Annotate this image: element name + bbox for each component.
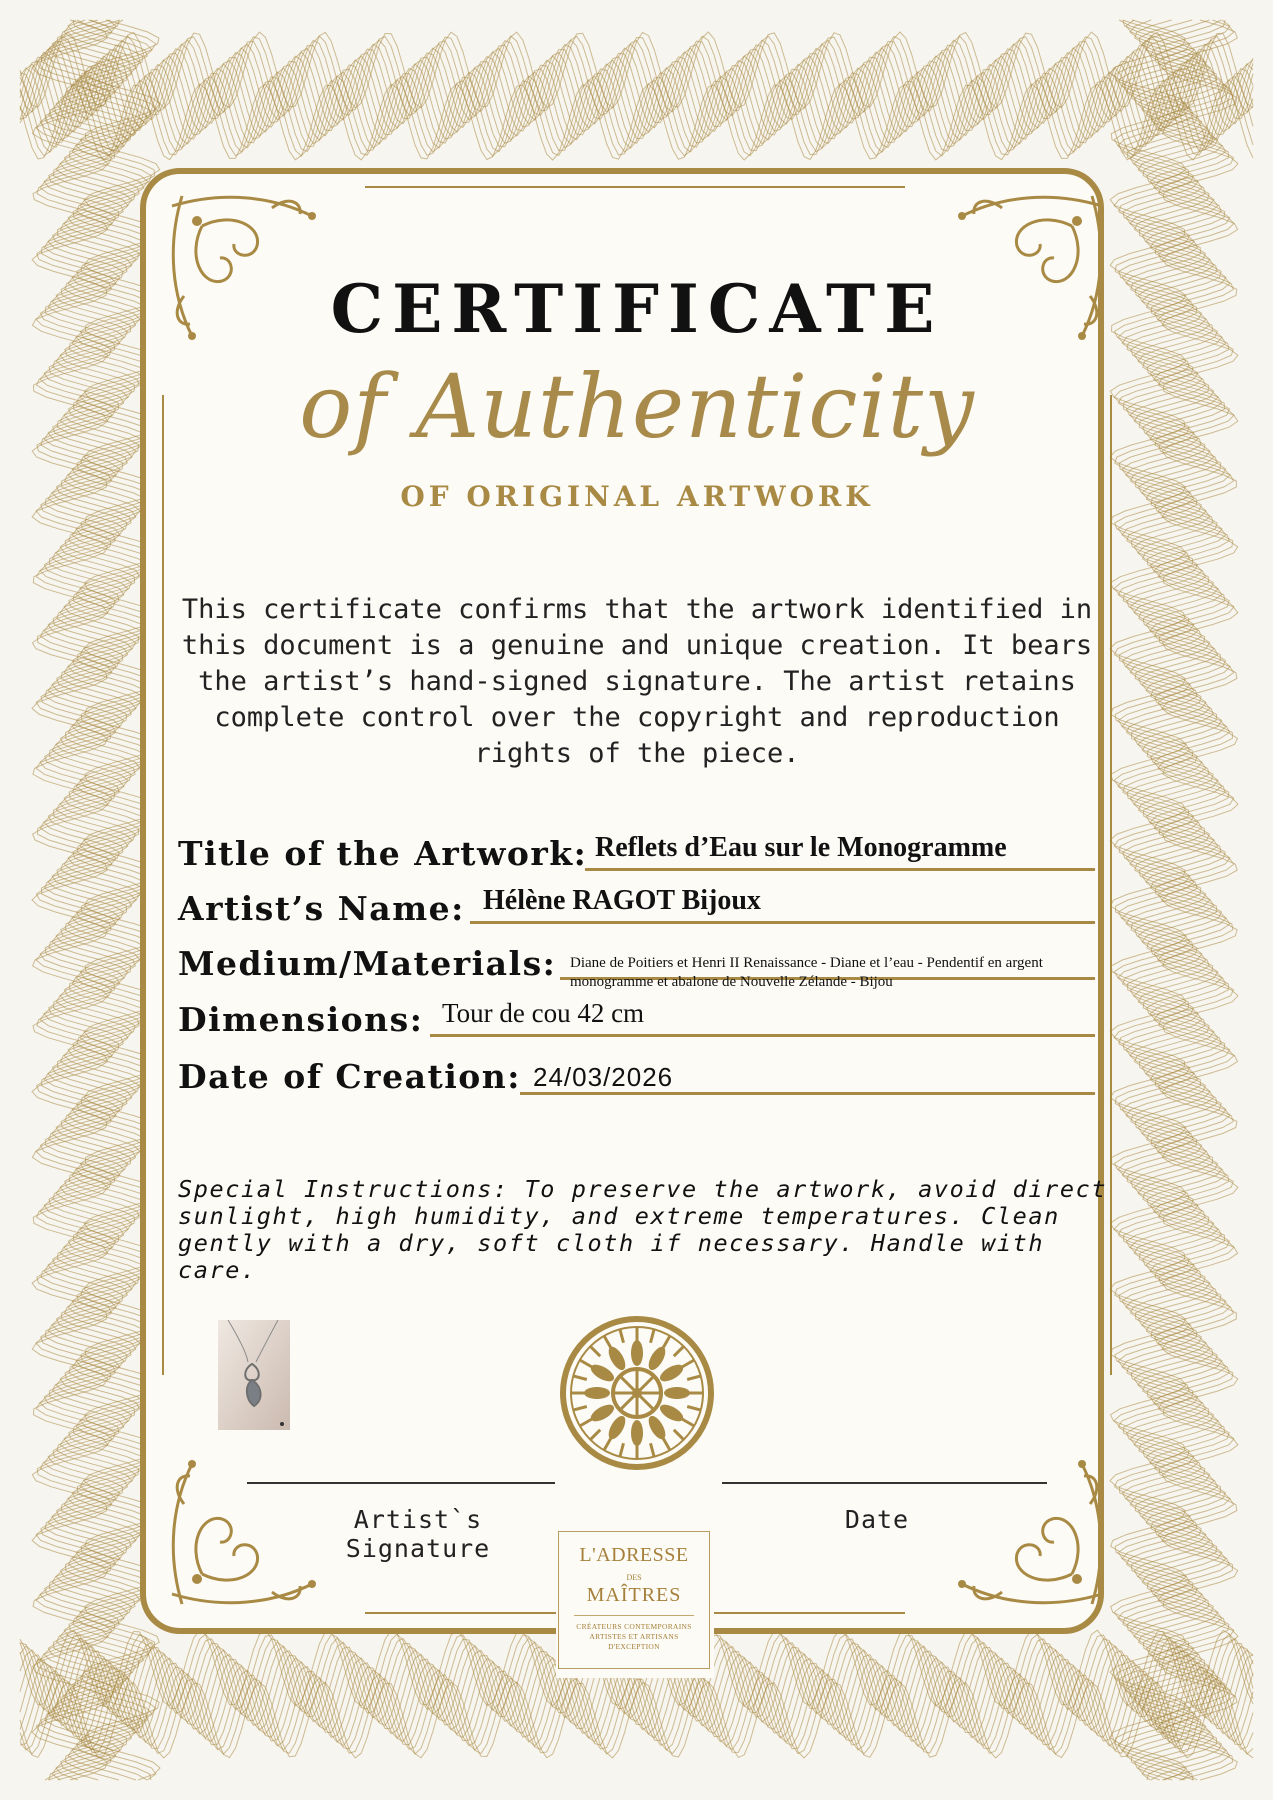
signature-date-label: Date (844, 1505, 910, 1534)
date-of-creation-label: Date of Creation: (178, 1057, 521, 1096)
artist-line (470, 921, 1095, 924)
gold-medallion-emblem (557, 1313, 717, 1473)
artist-signature-label: Artist`s Signature (345, 1505, 491, 1563)
frame-inner-line (365, 186, 905, 188)
date-of-creation-value: 24/03/2026 (533, 1062, 674, 1092)
stamp-tagline (559, 1622, 709, 1652)
artist-label: Artist’s Name: (178, 889, 465, 928)
stamp-line-2: DES (626, 1573, 642, 1582)
medium-label: Medium/Materials: (178, 944, 557, 983)
title-label: Title of the Artwork: (178, 834, 588, 873)
certificate-subtitle: OF ORIGINAL ARTWORK (400, 480, 874, 513)
stamp-line-4: CRÉATEURS CONTEMPORAINS (576, 1622, 692, 1631)
date-line (722, 1482, 1047, 1484)
stamp-line-5: ARTISTES ET ARTISANS (589, 1632, 679, 1641)
certificate-title: CERTIFICATE (330, 270, 944, 348)
script-title: of Authenticity (299, 355, 975, 458)
signature-line (247, 1482, 555, 1484)
maker-stamp-border (558, 1531, 710, 1669)
dimensions-value: Tour de cou 42 cm (442, 998, 645, 1028)
frame-inner-line (1110, 395, 1112, 1375)
artist-value: Hélène RAGOT Bijoux (483, 885, 761, 916)
title-value: Reflets d’Eau sur le Monogramme (595, 832, 1007, 863)
intro-paragraph: This certificate confirms that the artwork identified in this document is a genuine and unique creation. It bears the artist’s hand-signed signature. The artist retains complete control over the copyright and reproduction rights of the piece. (181, 594, 1093, 769)
stamp-line-3: MAÎTRES (586, 1584, 682, 1606)
artwork-thumbnail (218, 1320, 290, 1430)
frame-inner-line (162, 395, 164, 1375)
stamp-line-6: D'EXCEPTION (608, 1642, 660, 1651)
medium-value: Diane de Poitiers et Henri II Renaissance - Diane et l’eau - Pendentif en argent monogramme et abalone de Nouvelle Zélande - Bijou (570, 955, 1043, 990)
special-instructions: Special Instructions: To preserve the artwork, avoid direct sunlight, high humidity, and extreme temperatures. Clean gently with a dry, soft cloth if necessary. Handle with care. (178, 1175, 1108, 1284)
dimensions-label: Dimensions: (178, 1000, 424, 1039)
title-line (585, 868, 1095, 871)
dimensions-line (430, 1034, 1095, 1037)
stamp-rule (574, 1615, 694, 1616)
stamp-line-1: L'ADRESSE (579, 1544, 689, 1566)
maker-stamp (556, 1523, 714, 1678)
